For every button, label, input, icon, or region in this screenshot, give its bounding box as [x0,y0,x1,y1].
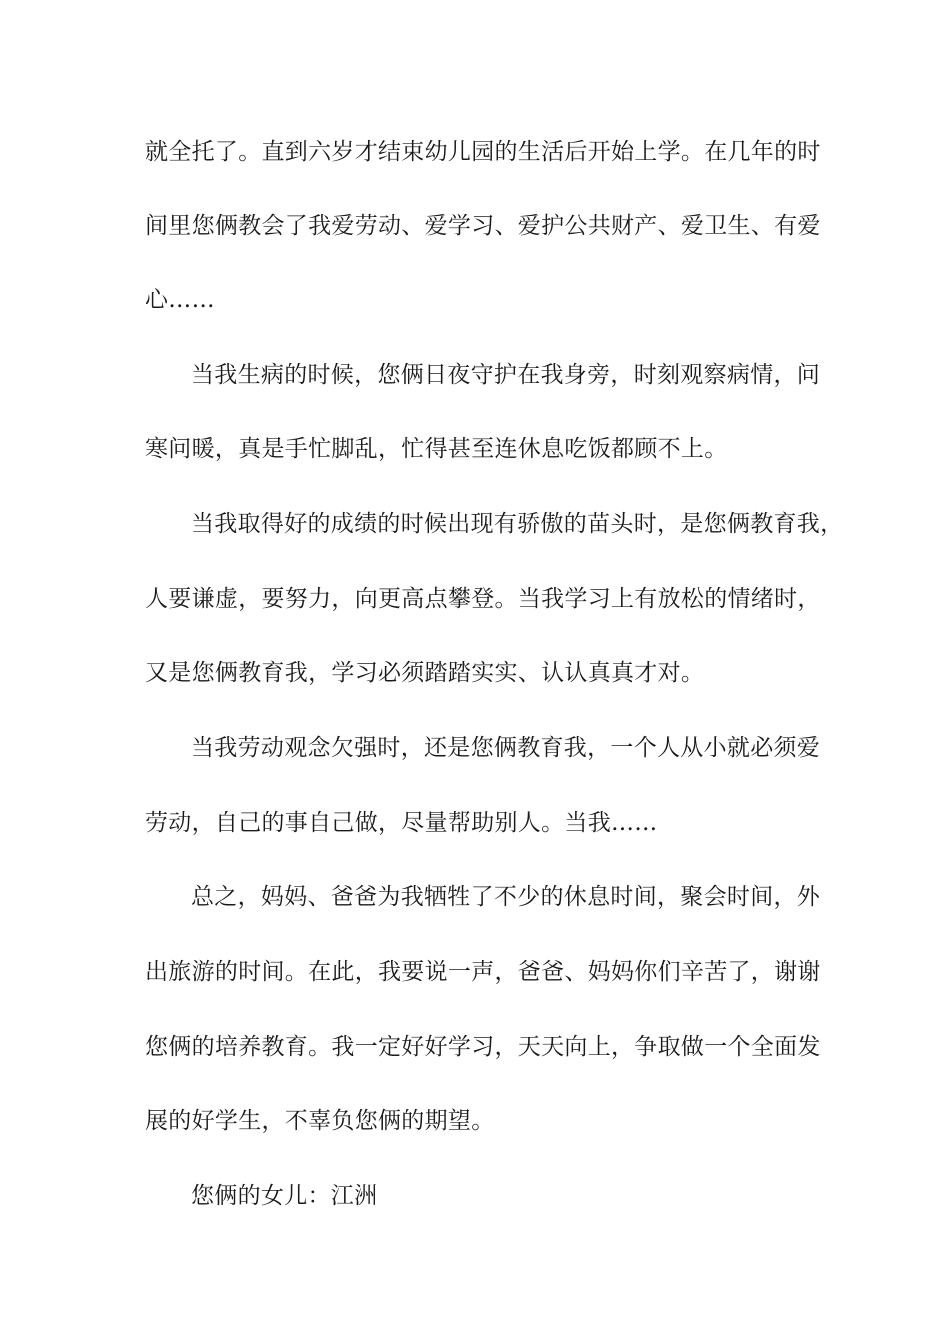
paragraph-start-line: 当我劳动观念欠强时，还是您俩教育我，一个人从小就必须爱 [191,735,821,761]
text-line: 您俩的培养教育。我一定好好学习，天天向上，争取做一个全面发 [145,1034,821,1060]
paragraph-start-line: 总之，妈妈、爸爸为我牺牲了不少的休息时间，聚会时间，外 [191,884,821,910]
text-line: 人要谦虚，要努力，向更高点攀登。当我学习上有放松的情绪时， [145,586,821,612]
text-line: 心…… [145,287,215,313]
signature-line: 您俩的女儿：江洲 [191,1183,378,1209]
text-line: 出旅游的时间。在此，我要说一声，爸爸、妈妈你们辛苦了，谢谢 [145,959,821,985]
paragraph-start-line: 当我取得好的成绩的时候出现有骄傲的苗头时，是您俩教育我， [191,511,844,537]
paragraph-start-line: 当我生病的时候，您俩日夜守护在我身旁，时刻观察病情，问 [191,362,821,388]
text-line: 寒问暖，真是手忙脚乱，忙得甚至连休息吃饭都顾不上。 [145,436,728,462]
text-line: 展的好学生，不辜负您俩的期望。 [145,1108,495,1134]
text-line: 就全托了。直到六岁才结束幼儿园的生活后开始上学。在几年的时 [145,139,821,165]
text-line: 劳动，自己的事自己做，尽量帮助别人。当我…… [145,810,658,836]
text-line: 又是您俩教育我，学习必须踏踏实实、认认真真才对。 [145,660,705,686]
text-line: 间里您俩教会了我爱劳动、爱学习、爱护公共财产、爱卫生、有爱 [145,213,821,239]
